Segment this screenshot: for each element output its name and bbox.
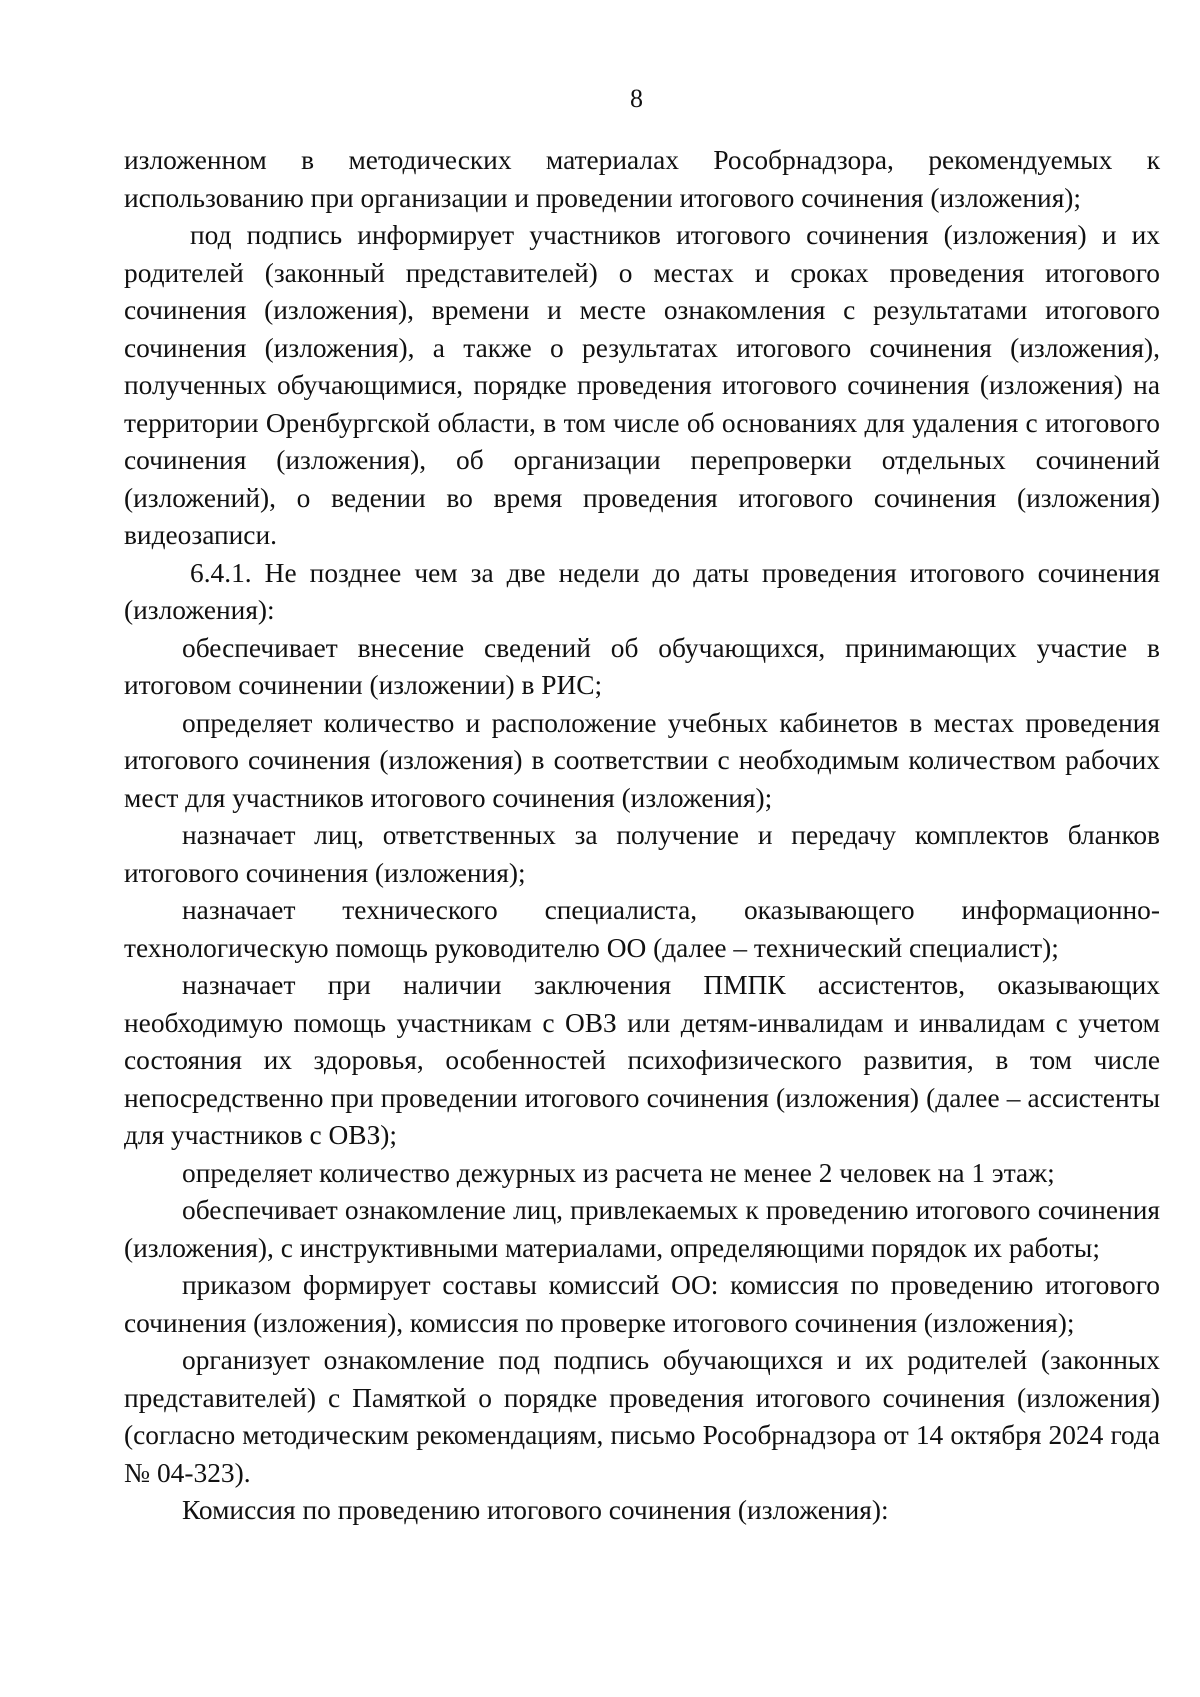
- paragraph-10: обеспечивает ознакомление лиц, привлекаемых к проведению итогового сочинения (изложения), с инструктивными материалами, определяющими порядок их работы;: [124, 1195, 1160, 1263]
- document-body: [124, 142, 1160, 1530]
- page-number: 8: [630, 84, 643, 113]
- paragraph-3: 6.4.1. Не позднее чем за две недели до даты проведения итогового сочинения (изложения):: [124, 557, 1160, 625]
- paragraph-4: обеспечивает внесение сведений об обучающихся, принимающих участие в итоговом сочинении (изложении) в РИС;: [124, 632, 1160, 700]
- paragraph-2: под подпись информирует участников итогового сочинения (изложения) и их родителей (законный представителей) о местах и сроках проведения итогового сочинения (изложения), времени и месте ознакомления с результатами итогового сочинения (изложения), а также о результатах итогового сочинения (изложения), полученных обучающимися, порядке проведения итогового сочинения (изложения) на территории Оренбургской области, в том числе об основаниях для удаления с итогового сочинения (изложения), об организации перепроверки отдельных сочинений (изложений), о ведении во время проведения итогового сочинения (изложения) видеозаписи.: [124, 220, 1160, 550]
- paragraph-7: назначает технического специалиста, оказывающего информационно-технологическую помощь руководителю ОО (далее – технический специалист);: [124, 895, 1160, 963]
- paragraph-5: определяет количество и расположение учебных кабинетов в местах проведения итогового сочинения (изложения) в соответствии с необходимым количеством рабочих мест для участников итогового сочинения (изложения);: [124, 707, 1160, 813]
- paragraph-8: назначает при наличии заключения ПМПК ассистентов, оказывающих необходимую помощь участникам с ОВЗ или детям-инвалидам и инвалидам с учетом состояния их здоровья, особенностей психофизического развития, в том числе непосредственно при проведении итогового сочинения (изложения) (далее – ассистенты для участников с ОВЗ);: [124, 970, 1160, 1150]
- paragraph-6: назначает лиц, ответственных за получение и передачу комплектов бланков итогового сочинения (изложения);: [124, 820, 1160, 888]
- paragraph-13: Комиссия по проведению итогового сочинения (изложения):: [182, 1495, 889, 1525]
- paragraph-12: организует ознакомление под подпись обучающихся и их родителей (законных представителей) с Памяткой о порядке проведения итогового сочинения (изложения) (согласно методическим рекомендациям, письмо Рособрнадзора от 14 октября 2024 года № 04-323).: [124, 1345, 1160, 1488]
- paragraph-1: изложенном в методических материалах Рособрнадзора, рекомендуемых к использованию при организации и проведении итогового сочинения (изложения);: [124, 145, 1160, 213]
- paragraph-11: приказом формирует составы комиссий ОО: комиссия по проведению итогового сочинения (изложения), комиссия по проверке итогового сочинения (изложения);: [124, 1270, 1160, 1338]
- paragraph-9: определяет количество дежурных из расчета не менее 2 человек на 1 этаж;: [182, 1157, 1055, 1188]
